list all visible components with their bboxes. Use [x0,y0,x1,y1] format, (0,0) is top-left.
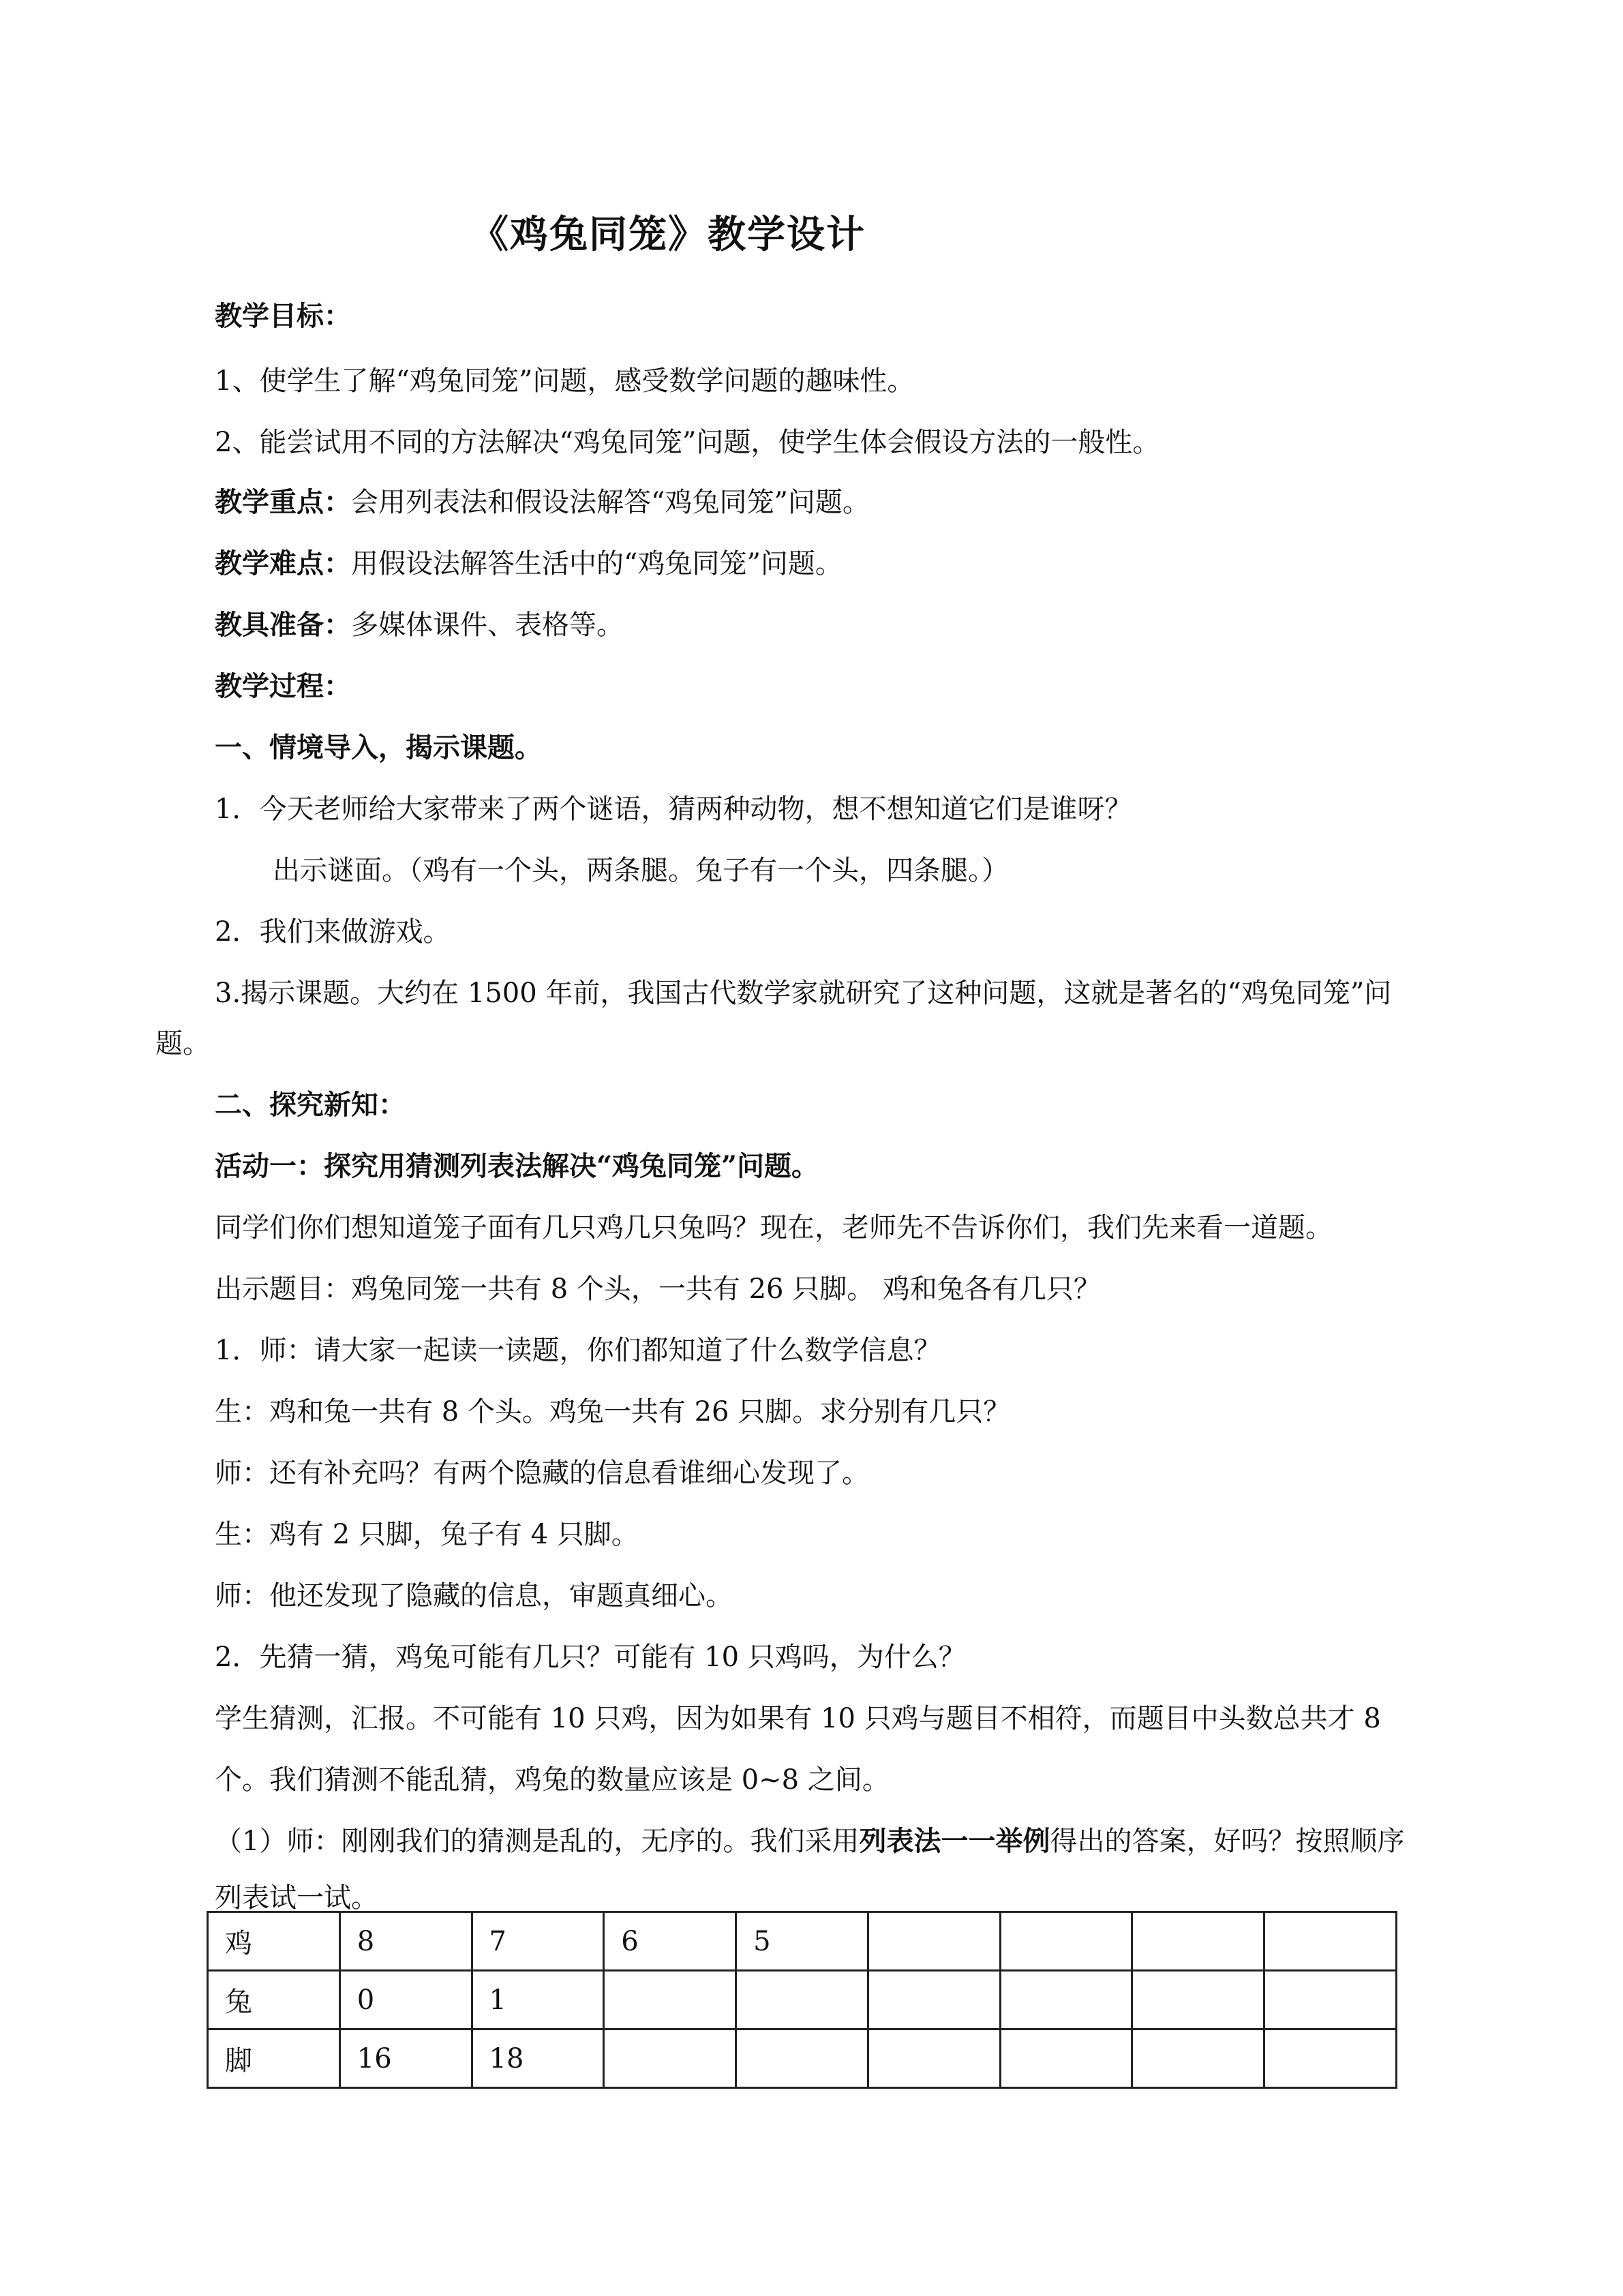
objective-2: 2、能尝试用不同的方法解决“鸡兔同笼”问题，使学生体会假设方法的一般性。 [215,427,1160,458]
table-cell [736,2029,868,2088]
paragraph-l9: 学生猜测，汇报。不可能有 10 只鸡，因为如果有 10 只鸡与题目不相符，而题目中头数总共才 8 [215,1703,1381,1734]
table-cell [1000,2029,1132,2088]
section-1-p1: 1．今天老师给大家带来了两个谜语，猜两种动物，想不想知道它们是谁呀？ [215,794,1132,825]
key-point-label: 教学重点： [215,486,351,518]
materials-text: 多媒体课件、表格等。 [351,609,624,641]
paragraph-l7: 师：他还发现了隐藏的信息，审题真细心。 [215,1580,733,1612]
table-cell: 8 [339,1912,472,1971]
paragraph-l4: 生：鸡和兔一共有 8 个头。鸡兔一共有 26 只脚。求分别有几只？ [215,1396,1011,1428]
section-2-heading: 二、探究新知： [215,1089,406,1121]
section-1-heading: 一、情境导入，揭示课题。 [215,731,542,764]
section-1-p2: 2．我们来做游戏。 [215,916,451,948]
paragraph-l8: 2．先猜一猜，鸡兔可能有几只？可能有 10 只鸡吗，为什么？ [215,1642,966,1673]
document-title: 《鸡兔同笼》教学设计 [470,212,866,257]
table-cell [1264,1912,1397,1971]
table-cell [868,1912,1000,1971]
difficulty-text: 用假设法解答生活中的“鸡兔同笼”问题。 [351,548,843,579]
table-cell: 7 [472,1912,604,1971]
paragraph-l11-start: （1）师：刚刚我们的猜测是乱的，无序的。我们采用 [215,1826,860,1857]
paragraph-l2: 出示题目：鸡兔同笼一共有 8 个头，一共有 26 只脚。 鸡和兔各有几只？ [215,1273,1101,1305]
paragraph-l12: 列表试一试。 [215,1882,378,1914]
paragraph-l6: 生：鸡有 2 只脚，兔子有 4 只脚。 [215,1519,639,1550]
table-cell: 0 [339,1971,472,2029]
paragraph-l3: 1．师：请大家一起读一读题，你们都知道了什么数学信息？ [215,1335,941,1366]
materials-label: 教具准备： [215,609,351,641]
difficulty-label: 教学难点： [215,547,351,579]
paragraph-l1: 同学们你们想知道笼子面有几只鸡几只兔吗？现在，老师先不告诉你们，我们先来看一道题。 [215,1212,1333,1243]
table-cell: 5 [736,1912,868,1971]
table-cell: 鸡 [208,1912,340,1971]
paragraph-l11-end: 得出的答案，好吗？按照顺序 [1050,1826,1405,1857]
guess-table [207,1911,1397,2089]
table-cell [604,2029,736,2088]
paragraph-l11 [215,1825,1404,1858]
table-cell [1132,1912,1264,1971]
materials [215,609,624,641]
objective-1: 1、使学生了解“鸡兔同笼”问题，感受数学问题的趣味性。 [215,365,915,397]
table-cell: 16 [339,2029,472,2088]
paragraph-l11-emphasis: 列表法一一举例 [859,1825,1050,1857]
table-row-chicken [208,1912,1397,1971]
table-cell [1132,2029,1264,2088]
table-cell: 6 [604,1912,736,1971]
table-cell [1264,1971,1397,2029]
table-cell [1132,1971,1264,2029]
table-cell: 1 [472,1971,604,2029]
table-cell [736,1971,868,2029]
table-cell [1000,1971,1132,2029]
table-cell: 18 [472,2029,604,2088]
paragraph-l10: 个。我们猜测不能乱猜，鸡兔的数量应该是 0~8 之间。 [215,1764,890,1796]
table-cell: 脚 [208,2029,340,2088]
section-1-p3-continued: 题。 [155,1028,210,1059]
table-cell [604,1971,736,2029]
table-row-feet [208,2029,1397,2088]
table-row-rabbit [208,1971,1397,2029]
table-cell [1264,2029,1397,2088]
table-cell [868,2029,1000,2088]
key-point [215,486,870,519]
paragraph-l5: 师：还有补充吗？有两个隐藏的信息看谁细心发现了。 [215,1457,869,1489]
difficulty [215,547,843,580]
process-heading: 教学过程： [215,670,351,702]
key-point-text: 会用列表法和假设法解答“鸡兔同笼”问题。 [351,487,870,518]
objectives-heading: 教学目标： [215,300,351,332]
table-cell [1000,1912,1132,1971]
table-cell: 兔 [208,1971,340,2029]
section-1-p3: 3.揭示课题。大约在 1500 年前，我国古代数学家就研究了这种问题，这就是著名的“鸡兔同笼”问 [215,978,1392,1009]
table-cell [868,1971,1000,2029]
section-1-p1-sub: 出示谜面。（鸡有一个头，两条腿。兔子有一个头，四条腿。） [273,855,1009,886]
activity-1-heading: 活动一：探究用猜测列表法解决“鸡兔同笼”问题。 [215,1150,819,1182]
